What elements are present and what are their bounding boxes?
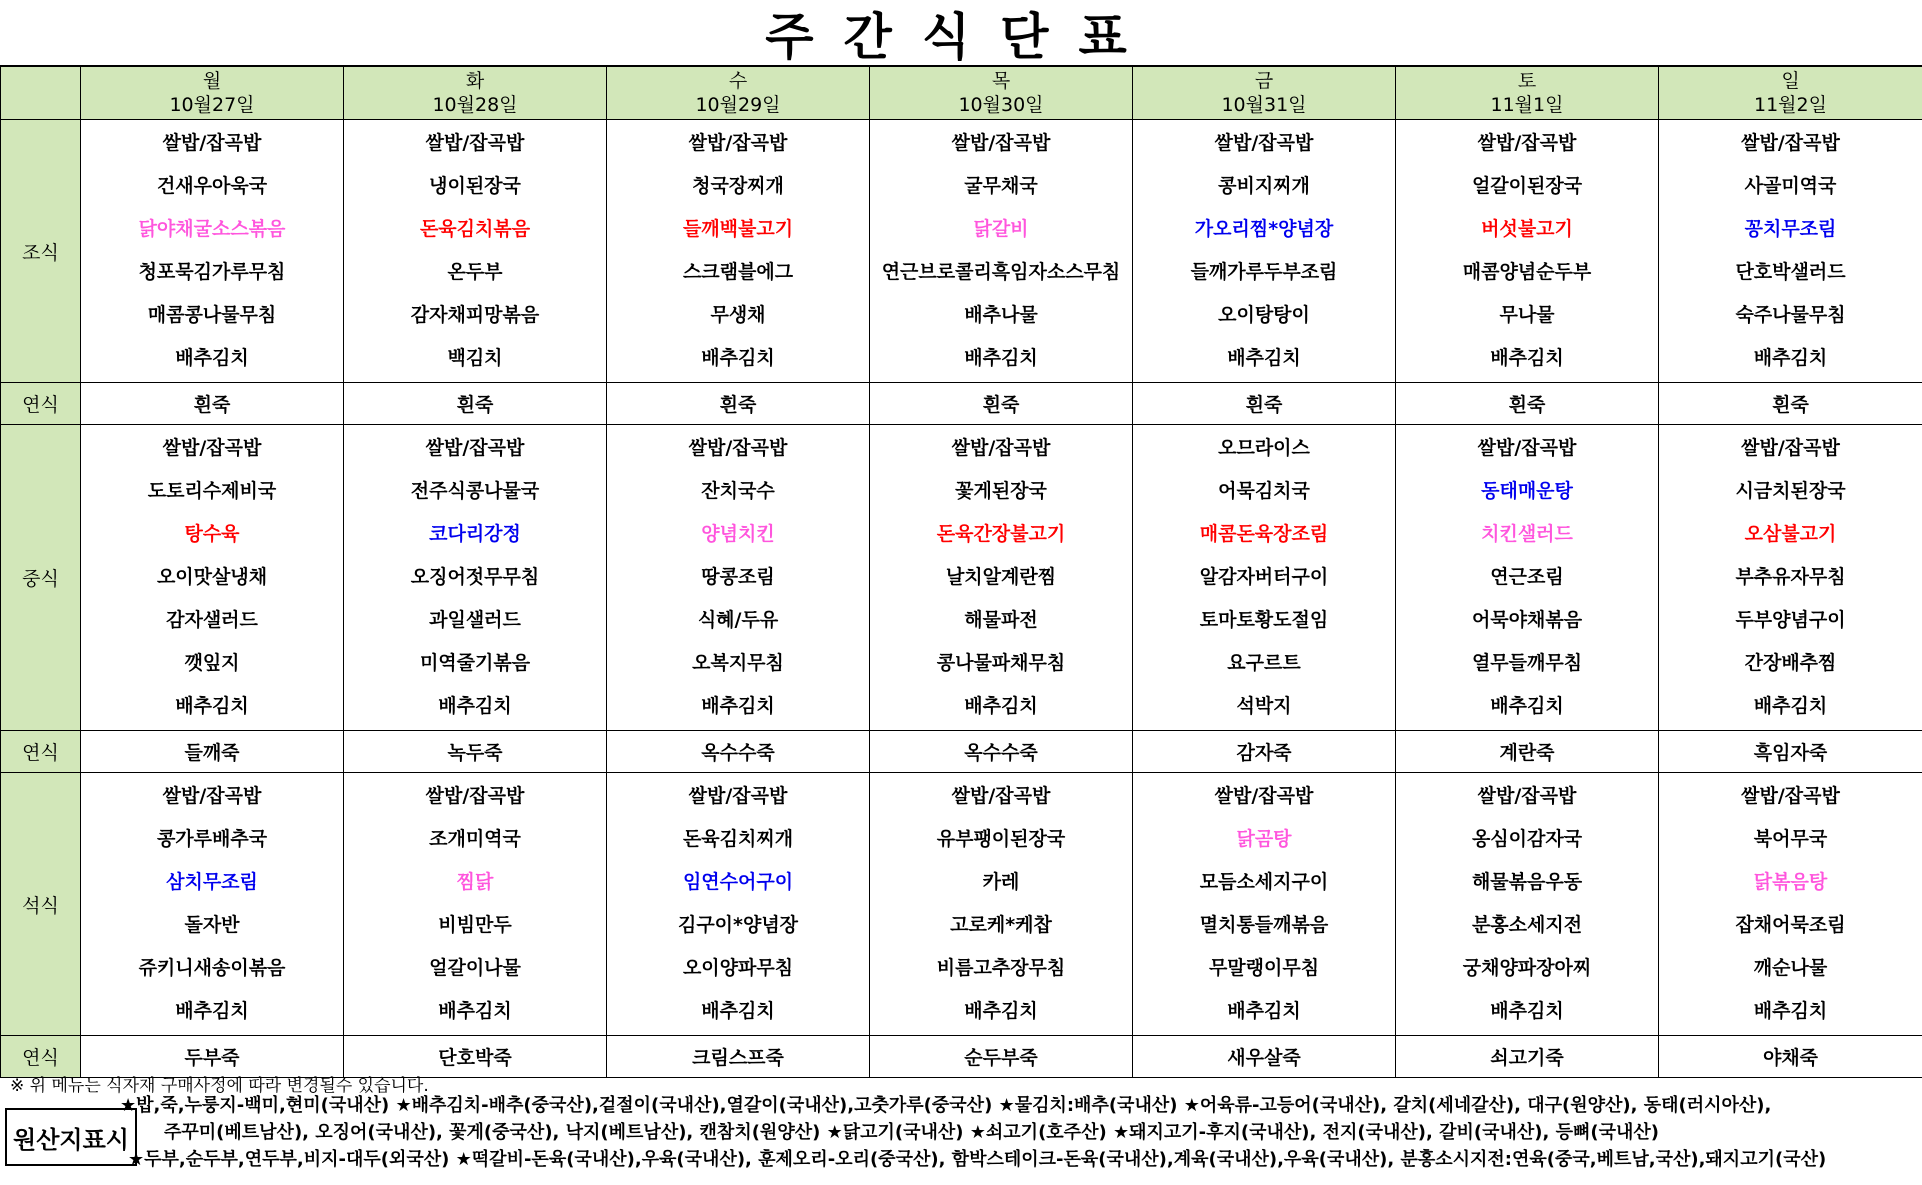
day-menu-cell (81, 425, 344, 731)
dish-item: 배추김치 (701, 347, 775, 369)
dish-item: 얼갈이된장국 (1471, 175, 1583, 197)
dish-item: 쌀밥/잡곡밥 (688, 132, 788, 154)
dish-item: 쌀밥/잡곡밥 (1477, 132, 1577, 154)
snack-item: 새우살죽 (1133, 1036, 1396, 1078)
dish-item: 간장배추찜 (1744, 652, 1837, 674)
day-name: 일 (1781, 70, 1800, 92)
dish-item: 배추김치 (964, 1000, 1038, 1022)
meal-label: 연식 (1, 383, 81, 425)
dish-item: 배추김치 (1753, 695, 1828, 717)
meal-label: 조식 (1, 120, 81, 383)
day-menu-cell (344, 773, 607, 1036)
dish-item: 배추김치 (1490, 695, 1564, 717)
meal-row (1, 120, 1922, 383)
dish-item: 닭갈비 (973, 218, 1029, 240)
snack-item: 흰죽 (344, 383, 607, 425)
dish-item: 날치알계란찜 (945, 566, 1057, 588)
day-menu-cell (1133, 425, 1396, 731)
snack-item: 옥수수죽 (870, 731, 1133, 773)
dish-item: 쌀밥/잡곡밥 (1477, 785, 1577, 807)
day-date: 11월1일 (1490, 94, 1564, 116)
dish-item: 쌀밥/잡곡밥 (1214, 785, 1314, 807)
dish-item: 배추김치 (701, 695, 775, 717)
dish-item: 조개미역국 (429, 828, 521, 850)
snack-item: 단호박죽 (344, 1036, 607, 1078)
snack-item: 두부죽 (81, 1036, 344, 1078)
dish-item: 열무들깨무침 (1471, 652, 1583, 674)
day-menu-cell (1133, 773, 1396, 1036)
day-menu-cell (344, 425, 607, 731)
weekly-menu-table (0, 66, 1922, 1078)
dish-item: 분홍소세지전 (1471, 914, 1583, 936)
dish-item: 매콤돈육장조림 (1199, 523, 1329, 545)
dish-item: 무생채 (710, 304, 766, 326)
dish-item: 옹심이감자국 (1471, 828, 1583, 850)
day-name: 목 (991, 70, 1011, 92)
dish-item: 돈육간장불고기 (936, 523, 1066, 545)
dish-item: 미역줄기볶음 (419, 652, 531, 674)
dish-item: 돈육김치찌개 (682, 828, 794, 850)
dish-item: 요구르트 (1227, 652, 1301, 674)
dish-item: 부추유자무침 (1735, 566, 1846, 588)
day-menu-cell (870, 120, 1133, 383)
dish-item: 어묵야채볶음 (1471, 609, 1583, 631)
dish-item: 쌀밥/잡곡밥 (162, 132, 262, 154)
dish-item: 토마토황도절임 (1199, 609, 1329, 631)
day-name: 화 (465, 70, 485, 92)
snack-item: 크림스프죽 (607, 1036, 870, 1078)
snack-item: 야채죽 (1659, 1036, 1922, 1078)
dish-item: 쌀밥/잡곡밥 (1741, 785, 1840, 807)
snack-item: 쇠고기죽 (1396, 1036, 1659, 1078)
dish-item: 백김치 (447, 347, 503, 369)
dish-item: 배추김치 (438, 1000, 512, 1022)
dish-item: 배추김치 (964, 347, 1038, 369)
dish-item: 오므라이스 (1218, 437, 1310, 459)
dish-item: 땅콩조림 (701, 566, 775, 588)
dish-item: 삼치무조림 (166, 871, 258, 893)
origin-info (120, 1092, 1920, 1173)
snack-item: 순두부죽 (870, 1036, 1133, 1078)
dish-item: 가오리찜*양념장 (1194, 218, 1334, 240)
dish-item: 쌀밥/잡곡밥 (1741, 132, 1840, 154)
dish-item: 닭곰탕 (1236, 828, 1292, 850)
day-menu-cell (870, 773, 1133, 1036)
dish-item: 시금치된장국 (1735, 480, 1846, 502)
snack-item: 흰죽 (81, 383, 344, 425)
dish-item: 콩비지찌개 (1218, 175, 1310, 197)
dish-item: 쥬키니새송이볶음 (138, 957, 286, 979)
day-name: 금 (1254, 70, 1274, 92)
meal-label: 연식 (1, 1036, 81, 1078)
dish-item: 냉이된장국 (429, 175, 521, 197)
dish-item: 쌀밥/잡곡밥 (1477, 437, 1577, 459)
snack-item: 흑임자죽 (1659, 731, 1922, 773)
dish-item: 배추김치 (1753, 1000, 1828, 1022)
dish-item: 콩나물파채무침 (936, 652, 1066, 674)
snack-row (1, 383, 1922, 425)
dish-item: 닭볶음탕 (1753, 871, 1828, 893)
dish-item: 쌀밥/잡곡밥 (425, 132, 525, 154)
dish-item: 콩가루배추국 (156, 828, 268, 850)
snack-item: 옥수수죽 (607, 731, 870, 773)
dish-item: 배추나물 (964, 304, 1038, 326)
dish-item: 쌀밥/잡곡밥 (162, 437, 262, 459)
dish-item: 찜닭 (456, 871, 494, 893)
dish-item: 임연수어구이 (682, 871, 794, 893)
dish-item: 코다리강정 (429, 523, 521, 545)
dish-item: 오삼불고기 (1744, 523, 1837, 545)
dish-item: 청포묵김가루무침 (138, 261, 286, 283)
day-header (1659, 67, 1922, 120)
dish-item: 비빔만두 (438, 914, 512, 936)
dish-item: 쌀밥/잡곡밥 (162, 785, 262, 807)
meal-label: 연식 (1, 731, 81, 773)
day-name: 토 (1517, 70, 1537, 92)
dish-item: 배추김치 (1227, 347, 1301, 369)
dish-item: 석박지 (1236, 695, 1292, 717)
dish-item: 깨순나물 (1753, 957, 1828, 979)
dish-item: 온두부 (447, 261, 503, 283)
dish-item: 배추김치 (175, 695, 249, 717)
meal-label: 중식 (1, 425, 81, 731)
day-menu-cell (870, 425, 1133, 731)
dish-item: 숙주나물무침 (1735, 304, 1846, 326)
dish-item: 오징어젓무무침 (410, 566, 540, 588)
day-date: 10월30일 (958, 94, 1044, 116)
dish-item: 어묵김치국 (1218, 480, 1310, 502)
header-corner (1, 67, 81, 120)
dish-item: 깻잎지 (184, 652, 240, 674)
dish-item: 두부양념구이 (1735, 609, 1846, 631)
dish-item: 매콤콩나물무침 (147, 304, 277, 326)
origin-line: ★두부,순두부,연두부,비지-대두(외국산) ★떡갈비-돈육(국내산),우육(국내산), 훈제오리-오리(중국산), 함박스테이크-돈육(국내산),계육(국내산),우육(국내산), 분홍소시지전:연육(중국,베트남,국산),돼지고기(국산) (128, 1149, 1827, 1170)
dish-item: 닭야채굴소스볶음 (138, 218, 286, 240)
snack-item: 감자죽 (1133, 731, 1396, 773)
day-date: 10월28일 (432, 94, 518, 116)
dish-item: 청국장찌개 (692, 175, 784, 197)
dish-item: 들깨가루두부조림 (1190, 261, 1338, 283)
snack-item: 녹두죽 (344, 731, 607, 773)
day-menu-cell (607, 120, 870, 383)
day-header (1396, 67, 1659, 120)
dish-item: 전주식콩나물국 (410, 480, 540, 502)
dish-item: 쌀밥/잡곡밥 (688, 437, 788, 459)
dish-item: 동태매운탕 (1481, 480, 1573, 502)
dish-item: 감자채피망볶음 (410, 304, 540, 326)
day-header (344, 67, 607, 120)
dish-item: 연근브로콜리흑임자소스무침 (881, 261, 1121, 283)
dish-item: 오이맛살냉채 (156, 566, 268, 588)
dish-item: 쌀밥/잡곡밥 (1214, 132, 1314, 154)
origin-line: ★밥,죽,누룽지-백미,현미(국내산) ★배추김치-배추(중국산),겉절이(국내산),열갈이(국내산),고춧가루(중국산) ★물김치:배추(국내산) ★어육류-고등어(국내산), 갈치(세네갈산), 대구(원양산), 동태(러시아산), (120, 1095, 1772, 1116)
day-menu-cell (81, 773, 344, 1036)
dish-item: 쌀밥/잡곡밥 (1741, 437, 1840, 459)
dish-item: 카레 (982, 871, 1020, 893)
origin-line: 주꾸미(베트남산), 오징어(국내산), 꽃게(중국산), 낙지(베트남산), 캔참치(원양산) ★닭고기(국내산) ★쇠고기(호주산) ★돼지고기-후지(국내산), 전지(국내산), 갈비(국내산), 등뼈(국내산) (164, 1122, 1659, 1143)
day-date: 10월31일 (1221, 94, 1307, 116)
dish-item: 사골미역국 (1744, 175, 1837, 197)
dish-item: 알감자버터구이 (1199, 566, 1329, 588)
page-title: 주간식단표 (0, 0, 1922, 66)
day-menu-cell (1659, 773, 1922, 1036)
dish-item: 치킨샐러드 (1481, 523, 1573, 545)
dish-item: 배추김치 (175, 347, 249, 369)
dish-item: 쌀밥/잡곡밥 (951, 132, 1051, 154)
day-menu-cell (1396, 425, 1659, 731)
dish-item: 쌀밥/잡곡밥 (425, 785, 525, 807)
day-header (1133, 67, 1396, 120)
day-menu-cell (1396, 773, 1659, 1036)
dish-item: 식혜/두유 (697, 609, 779, 631)
day-menu-cell (1659, 425, 1922, 731)
dish-item: 꽃게된장국 (955, 480, 1047, 502)
dish-item: 배추김치 (1227, 1000, 1301, 1022)
dish-item: 쌀밥/잡곡밥 (688, 785, 788, 807)
dish-item: 오이양파무침 (682, 957, 794, 979)
dish-item: 궁채양파장아찌 (1462, 957, 1592, 979)
origin-label: 원산지표시 (5, 1108, 137, 1166)
dish-item: 연근조림 (1490, 566, 1564, 588)
dish-item: 돌자반 (184, 914, 240, 936)
dish-item: 오복지무침 (692, 652, 784, 674)
dish-item: 잡채어묵조림 (1735, 914, 1846, 936)
day-menu-cell (1133, 120, 1396, 383)
snack-item: 들깨죽 (81, 731, 344, 773)
meal-row (1, 425, 1922, 731)
dish-item: 유부팽이된장국 (936, 828, 1066, 850)
dish-item: 비름고추장무침 (936, 957, 1066, 979)
dish-item: 북어무국 (1753, 828, 1828, 850)
day-header-row (1, 67, 1922, 120)
dish-item: 꽁치무조림 (1744, 218, 1837, 240)
day-header (81, 67, 344, 120)
dish-item: 버섯불고기 (1481, 218, 1573, 240)
dish-item: 무나물 (1499, 304, 1555, 326)
dish-item: 모듬소세지구이 (1199, 871, 1329, 893)
snack-item: 계란죽 (1396, 731, 1659, 773)
snack-row (1, 731, 1922, 773)
menu-change-note: ※ 위 메뉴는 식자재 구매사정에 따라 변경될수 있습니다. (10, 1076, 429, 1096)
snack-item: 흰죽 (870, 383, 1133, 425)
dish-item: 무말랭이무침 (1208, 957, 1320, 979)
snack-item: 흰죽 (607, 383, 870, 425)
dish-item: 매콤양념순두부 (1462, 261, 1592, 283)
snack-item: 흰죽 (1659, 383, 1922, 425)
day-header (870, 67, 1133, 120)
day-date: 11월2일 (1754, 94, 1827, 116)
dish-item: 고로케*케찹 (950, 914, 1052, 936)
dish-item: 건새우아욱국 (156, 175, 268, 197)
dish-item: 배추김치 (1490, 347, 1564, 369)
day-date: 10월29일 (695, 94, 781, 116)
meal-label: 석식 (1, 773, 81, 1036)
dish-item: 배추김치 (701, 1000, 775, 1022)
day-header (607, 67, 870, 120)
day-menu-cell (81, 120, 344, 383)
dish-item: 배추김치 (1490, 1000, 1564, 1022)
meal-row (1, 773, 1922, 1036)
day-name: 월 (202, 70, 222, 92)
day-name: 수 (728, 70, 748, 92)
dish-item: 배추김치 (964, 695, 1038, 717)
dish-item: 도토리수제비국 (147, 480, 277, 502)
snack-item: 흰죽 (1133, 383, 1396, 425)
dish-item: 배추김치 (1753, 347, 1828, 369)
dish-item: 탕수육 (184, 523, 240, 545)
day-menu-cell (1659, 120, 1922, 383)
dish-item: 멸치통들깨볶음 (1199, 914, 1329, 936)
dish-item: 쌀밥/잡곡밥 (951, 785, 1051, 807)
dish-item: 감자샐러드 (166, 609, 258, 631)
dish-item: 오이탕탕이 (1218, 304, 1310, 326)
day-menu-cell (607, 773, 870, 1036)
dish-item: 양념치킨 (701, 523, 775, 545)
dish-item: 스크램블에그 (682, 261, 794, 283)
dish-item: 쌀밥/잡곡밥 (425, 437, 525, 459)
dish-item: 돈육김치볶음 (419, 218, 531, 240)
day-menu-cell (607, 425, 870, 731)
dish-item: 들깨백불고기 (682, 218, 794, 240)
dish-item: 단호박샐러드 (1735, 261, 1846, 283)
dish-item: 잔치국수 (701, 480, 775, 502)
dish-item: 굴무채국 (964, 175, 1038, 197)
day-menu-cell (1396, 120, 1659, 383)
dish-item: 과일샐러드 (429, 609, 521, 631)
dish-item: 배추김치 (438, 695, 512, 717)
day-menu-cell (344, 120, 607, 383)
dish-item: 배추김치 (175, 1000, 249, 1022)
dish-item: 얼갈이나물 (429, 957, 521, 979)
dish-item: 쌀밥/잡곡밥 (951, 437, 1051, 459)
day-date: 10월27일 (169, 94, 255, 116)
snack-item: 흰죽 (1396, 383, 1659, 425)
dish-item: 김구이*양념장 (677, 914, 799, 936)
dish-item: 해물파전 (964, 609, 1038, 631)
dish-item: 해물볶음우동 (1471, 871, 1583, 893)
